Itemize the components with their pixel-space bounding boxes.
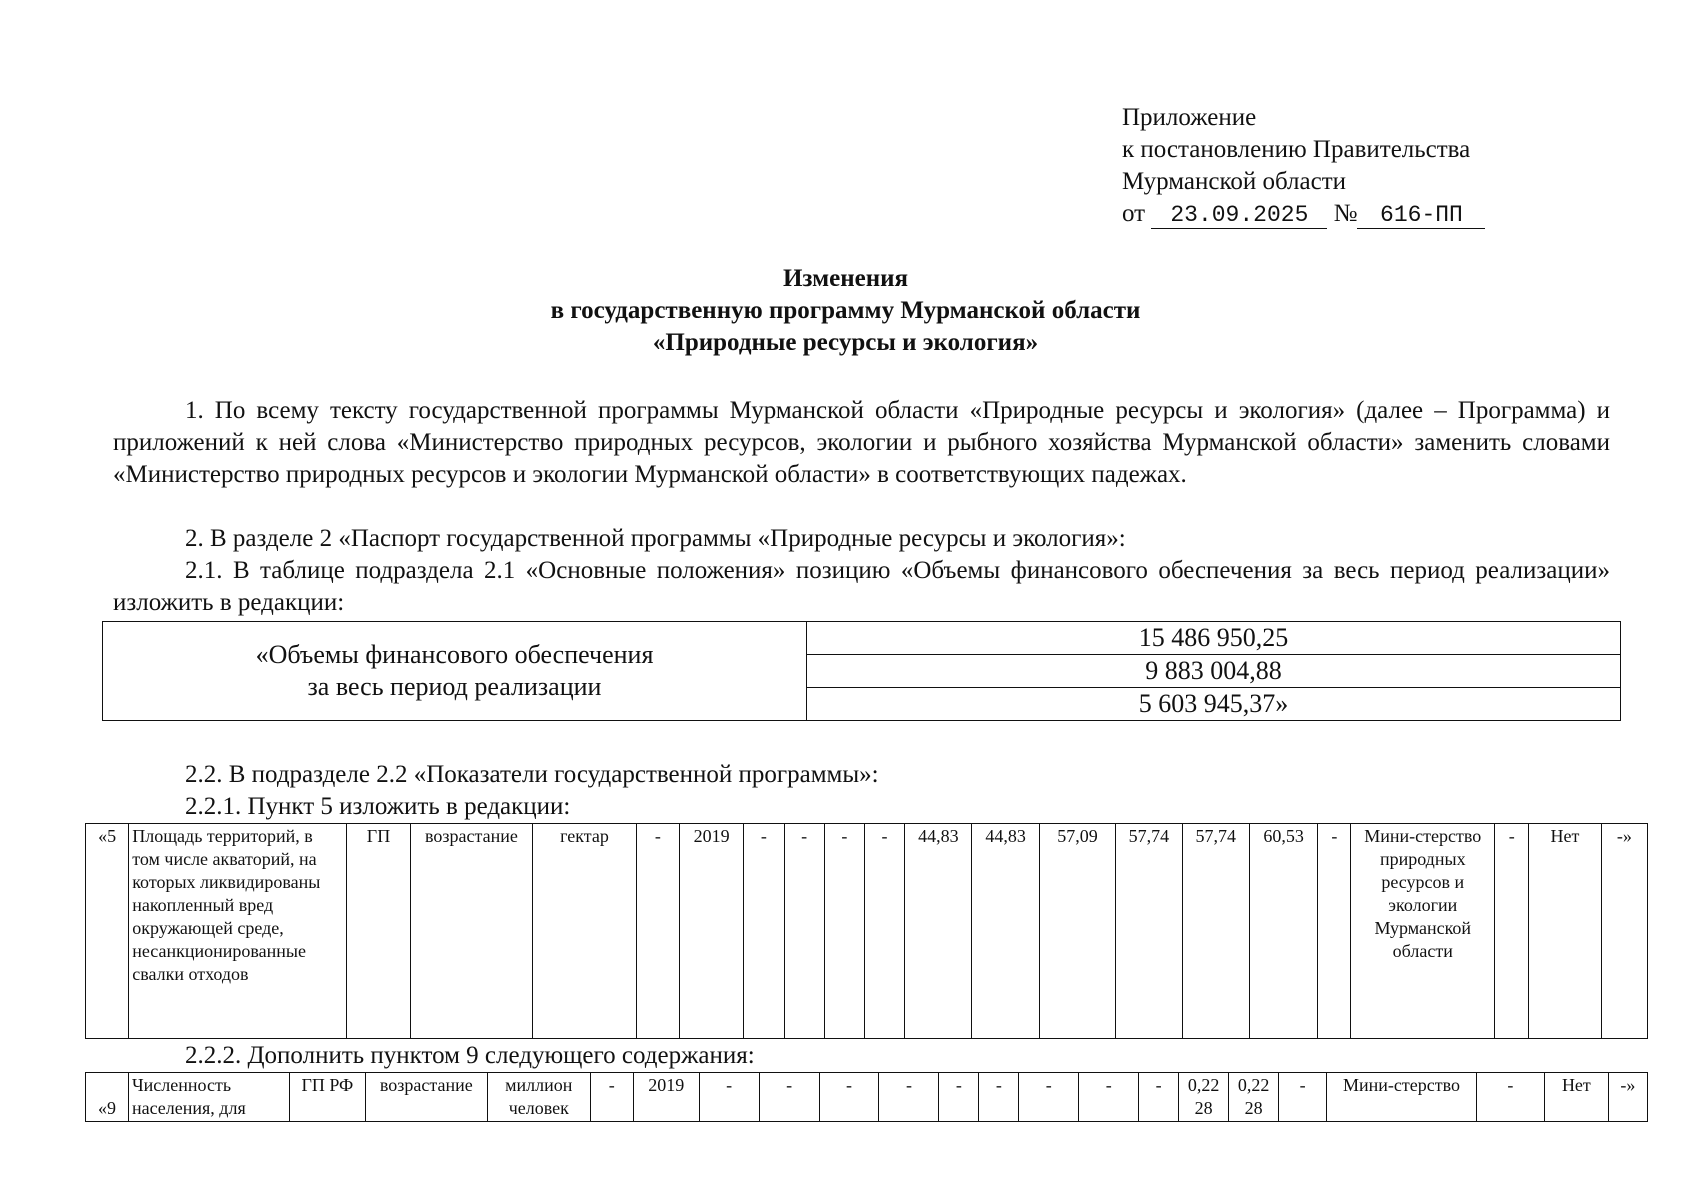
- indicator-5-flag: Нет: [1529, 824, 1601, 1039]
- indicator-9-extra: -: [1476, 1073, 1544, 1122]
- approval-line-3: Мурманской области: [1122, 168, 1347, 195]
- paragraph-2-2: 2.2. В подразделе 2.2 «Показатели государственной программы»:: [185, 761, 879, 788]
- indicator-5-value: -: [1318, 824, 1351, 1039]
- indicator-9-num: «9: [86, 1073, 129, 1122]
- indicator-5-value: 57,74: [1116, 824, 1182, 1039]
- indicator-9-table: [85, 1072, 1648, 1122]
- indicator-9-value: -: [1279, 1073, 1327, 1122]
- indicator-9-name: Численность населения, для: [128, 1073, 289, 1122]
- indicator-5-end: -»: [1601, 824, 1647, 1039]
- indicator-5-name: Площадь территорий, в том числе акваторий, на которых ликвидированы накопленный вред окружающей среде, несанкционированные свалки отходов: [129, 824, 347, 1039]
- finance-table: [102, 621, 1621, 721]
- indicator-9-level: ГП РФ: [289, 1073, 365, 1122]
- indicator-9-base-year: 2019: [633, 1073, 699, 1122]
- title-line-3: «Природные ресурсы и экология»: [652, 329, 1039, 356]
- indicator-5-value: -: [864, 824, 904, 1039]
- indicator-9-value: -: [819, 1073, 879, 1122]
- indicator-9-flag: Нет: [1544, 1073, 1608, 1122]
- finance-label-line-1: «Объемы финансового обеспечения: [255, 640, 654, 669]
- indicator-9-value: -: [939, 1073, 979, 1122]
- indicator-5-base-value: -: [636, 824, 679, 1039]
- indicator-9-trend: возрастание: [365, 1073, 487, 1122]
- indicator-5-base-year: 2019: [680, 824, 744, 1039]
- indicator-5-level: ГП: [347, 824, 410, 1039]
- indicator-5-responsible: Мини-стерство природных ресурсов и экологии Мурманской области: [1351, 824, 1495, 1039]
- table-row: [86, 1073, 1648, 1122]
- finance-label-line-2: за весь период реализации: [307, 672, 602, 701]
- paragraph-2-2-1: 2.2.1. Пункт 5 изложить в редакции:: [185, 793, 571, 820]
- approval-date: 23.09.2025: [1151, 202, 1327, 229]
- document-title: [0, 263, 1691, 359]
- indicator-9-unit: миллион человек: [487, 1073, 590, 1122]
- paragraph-2: 2. В разделе 2 «Паспорт государственной программы «Природные ресурсы и экология»:: [185, 525, 1126, 552]
- indicator-9-base-value: -: [590, 1073, 633, 1122]
- indicator-5-trend: возрастание: [410, 824, 533, 1039]
- paragraph-2-1: 2.1. В таблице подраздела 2.1 «Основные положения» позицию «Объемы финансового обеспечения за весь период реализации» изложить в редакции:: [113, 557, 1610, 616]
- indicator-5-value: 60,53: [1249, 824, 1317, 1039]
- indicator-5-unit: гектар: [533, 824, 637, 1039]
- indicator-9-end: -»: [1608, 1073, 1647, 1122]
- finance-total: 15 486 950,25: [807, 622, 1621, 655]
- finance-value-2: 9 883 004,88: [807, 655, 1621, 688]
- indicator-5-table: [85, 823, 1648, 1039]
- indicator-9-value: 0,22 28: [1179, 1073, 1229, 1122]
- from-label: от: [1122, 200, 1146, 227]
- approval-line-1: Приложение: [1122, 104, 1257, 131]
- approval-number: 616-ПП: [1357, 202, 1485, 229]
- indicator-5-value: -: [784, 824, 824, 1039]
- approval-line-2: к постановлению Правительства: [1122, 136, 1471, 163]
- paragraph-1: 1. По всему тексту государственной программы Мурманской области «Природные ресурсы и экология» (далее – Программа) и приложений к ней слова «Министерство природных ресурсов, экологии и рыбного хозяйства Мурманской области» заменить словами «Министерство природных ресурсов и экологии Мурманской области» в соответствующих падежах.: [113, 397, 1610, 488]
- title-line-2: в государственную программу Мурманской области: [550, 297, 1141, 324]
- indicator-9-value: 0,22 28: [1229, 1073, 1279, 1122]
- table-row: [86, 824, 1648, 1039]
- finance-label-cell: [103, 622, 807, 721]
- indicator-9-value: -: [1139, 1073, 1179, 1122]
- number-label: №: [1333, 200, 1358, 227]
- indicator-9-value: -: [699, 1073, 759, 1122]
- indicator-5-extra: -: [1495, 824, 1529, 1039]
- indicator-5-value: 44,83: [972, 824, 1039, 1039]
- indicator-5-num: «5: [86, 824, 129, 1039]
- table-row: [103, 622, 1621, 655]
- approval-date-line: [1122, 198, 1485, 230]
- indicator-9-responsible: Мини-стерство: [1327, 1073, 1477, 1122]
- indicator-9-value: -: [979, 1073, 1019, 1122]
- indicator-9-value: -: [759, 1073, 819, 1122]
- paragraph-2-2-2: 2.2.2. Дополнить пунктом 9 следующего содержания:: [185, 1042, 755, 1069]
- approval-stamp: [1122, 102, 1485, 230]
- indicator-9-value: -: [1019, 1073, 1079, 1122]
- indicator-9-value: -: [879, 1073, 939, 1122]
- indicator-5-value: 44,83: [905, 824, 972, 1039]
- title-line-1: Изменения: [782, 265, 909, 292]
- indicator-5-value: -: [824, 824, 864, 1039]
- indicator-9-value: -: [1079, 1073, 1139, 1122]
- indicator-5-value: 57,09: [1039, 824, 1115, 1039]
- finance-value-3: 5 603 945,37»: [807, 688, 1621, 721]
- indicator-5-value: 57,74: [1182, 824, 1249, 1039]
- indicator-5-value: -: [744, 824, 784, 1039]
